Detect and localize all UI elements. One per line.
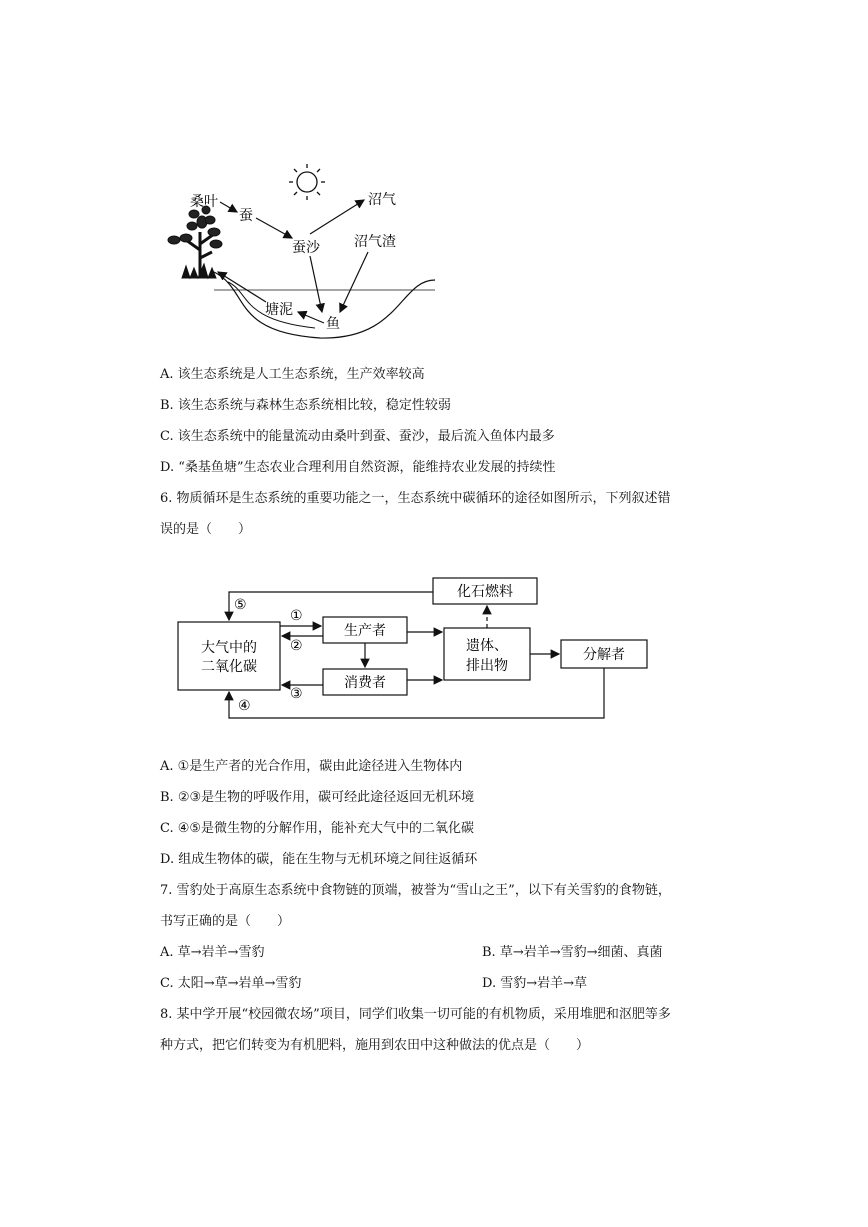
mulberry-tree-icon [168, 206, 222, 278]
consumer-label: 消费者 [344, 675, 386, 691]
q5-option-a: A. 该生态系统是人工生态系统，生产效率较高 [160, 367, 425, 382]
q6-option-c: C. ④⑤是微生物的分解作用，能补充大气中的二氧化碳 [160, 821, 475, 836]
atmosphere-label-line2: 二氧化碳 [201, 659, 257, 675]
q6-stem-line2: 误的是（ ） [160, 522, 252, 537]
q6-option-d: D. 组成生物体的碳，能在生物与无机环境之间往返循环 [160, 852, 478, 867]
q8-stem-line2: 种方式，把它们转变为有机肥料，施用到农田中这种做法的优点是（ ） [160, 1038, 590, 1053]
remains-label-line2: 排出物 [466, 658, 508, 674]
marker-2: ② [290, 638, 303, 654]
marker-5: ⑤ [234, 597, 247, 613]
marker-1: ① [290, 608, 303, 624]
atmosphere-label-line1: 大气中的 [201, 640, 257, 656]
sun-icon [289, 164, 325, 200]
q7-option-b: B. 草→岩羊→雪豹→细菌、真菌 [482, 945, 663, 960]
q8-stem-line1: 8. 某中学开展“校园微农场”项目，同学们收集一切可能的有机物质，采用堆肥和沤肥等多 [160, 1007, 671, 1022]
label-silkworm-sand: 蚕沙 [292, 240, 320, 256]
arrow-sand-to-biogas [310, 200, 364, 234]
marker-4: ④ [238, 698, 251, 714]
label-silkworm: 蚕 [239, 208, 253, 224]
label-mulberry-leaf: 桑叶 [190, 194, 218, 210]
q5-option-b: B. 该生态系统与森林生态系统相比较，稳定性较弱 [160, 398, 451, 413]
q7-option-d: D. 雪豹→岩羊→草 [482, 976, 588, 991]
arrow-residue-to-fish [340, 252, 368, 312]
q6-option-a: A. ①是生产者的光合作用，碳由此途径进入生物体内 [160, 759, 463, 774]
arrow-fish-to-mud [298, 312, 324, 323]
fossil-fuel-label: 化石燃料 [457, 584, 513, 600]
q7-stem-line2: 书写正确的是（ ） [160, 914, 291, 929]
pond-outline [214, 272, 435, 338]
ecosystem-diagram [150, 160, 450, 340]
arrow-silkworm-to-sand [256, 218, 292, 238]
label-fish: 鱼 [326, 316, 340, 332]
arrow-leaf-to-silkworm [220, 202, 237, 212]
q6-option-b: B. ②③是生物的呼吸作用，碳可经此途径返回无机环境 [160, 790, 475, 805]
marker-3: ③ [290, 686, 303, 702]
label-biogas-residue: 沼气渣 [354, 234, 396, 250]
label-biogas: 沼气 [368, 192, 396, 208]
decomposer-label: 分解者 [583, 647, 625, 663]
carbon-cycle-diagram [170, 570, 660, 726]
atmosphere-box [178, 622, 280, 690]
q7-option-c: C. 太阳→草→岩单→雪豹 [160, 976, 302, 991]
arrow-5 [229, 592, 433, 620]
label-pond-mud: 塘泥 [265, 302, 293, 318]
q6-stem-line1: 6. 物质循环是生态系统的重要功能之一，生态系统中碳循环的途径如图所示，下列叙述错 [160, 491, 671, 506]
q5-option-d: D. “桑基鱼塘”生态农业合理利用自然资源，能维持农业发展的持续性 [160, 460, 556, 475]
q7-option-a: A. 草→岩羊→雪豹 [160, 945, 265, 960]
remains-label-line1: 遗体、 [466, 638, 508, 654]
q7-stem-line1: 7. 雪豹处于高原生态系统中食物链的顶端，被誉为“雪山之王”，以下有关雪豹的食物链， [160, 883, 671, 898]
q5-option-c: C. 该生态系统中的能量流动由桑叶到蚕、蚕沙，最后流入鱼体内最多 [160, 429, 555, 444]
arrow-sand-to-fish [310, 256, 322, 312]
producer-label: 生产者 [344, 623, 386, 639]
arrow-mud-to-tree [218, 272, 266, 302]
arrow-4 [229, 668, 604, 718]
